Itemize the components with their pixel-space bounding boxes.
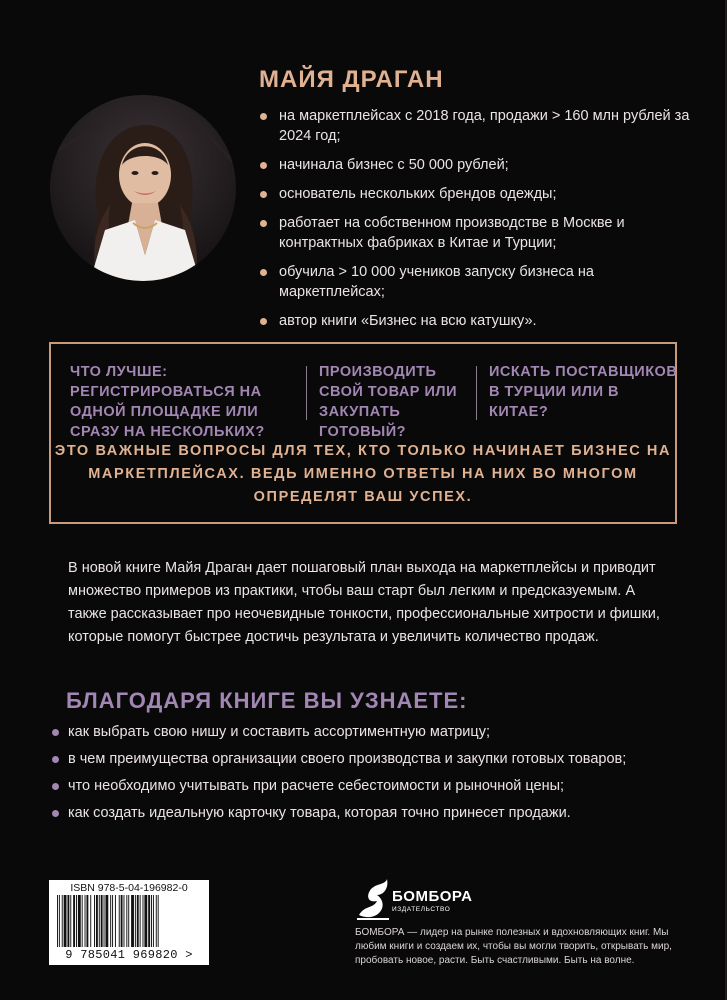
- question-divider: [306, 366, 307, 420]
- barcode-bar: [121, 895, 123, 947]
- barcode-bar: [96, 895, 98, 947]
- bio-item: основатель нескольких брендов одежды;: [260, 184, 690, 204]
- author-photo: [50, 95, 236, 281]
- barcode-bar: [104, 895, 105, 947]
- barcode-bar: [78, 895, 81, 947]
- barcode-bar: [137, 895, 139, 947]
- ean-digits: 9 785041 969820 >: [65, 948, 193, 962]
- barcode-bar: [67, 895, 69, 947]
- learn-item: в чем преимущества организации своего производства и закупки готовых товаров;: [52, 749, 682, 769]
- barcode-bar: [64, 895, 67, 947]
- barcode-bar: [115, 895, 116, 947]
- bio-item: на маркетплейсах с 2018 года, продажи > 160 млн рублей за 2024 год;: [260, 106, 690, 146]
- barcode-bar: [156, 895, 157, 947]
- barcode-bar: [140, 895, 141, 947]
- bio-item: начинала бизнес с 50 000 рублей;: [260, 155, 690, 175]
- barcode-bar: [85, 895, 86, 947]
- question-platform: ЧТО ЛУЧШЕ: РЕГИСТРИРОВАТЬСЯ НА ОДНОЙ ПЛОЩАДКЕ ИЛИ СРАЗУ НА НЕСКОЛЬКИХ?: [70, 364, 265, 440]
- learn-item: как создать идеальную карточку товара, которая точно принесет продажи.: [52, 803, 682, 823]
- learn-item: что необходимо учитывать при расчете себестоимости и рыночной цены;: [52, 776, 682, 796]
- barcode-bar: [90, 895, 91, 947]
- barcode-bar: [143, 895, 144, 947]
- barcode-bar: [148, 895, 150, 947]
- barcode-bar: [86, 895, 88, 947]
- question-suppliers: ИСКАТЬ ПОСТАВЩИКОВ В ТУРЦИИ ИЛИ В КИТАЕ?: [489, 364, 678, 420]
- barcode-bar: [124, 895, 125, 947]
- bio-item: работает на собственном производстве в Москве и контрактных фабриках в Китае и Турции;: [260, 213, 690, 253]
- isbn-barcode: [49, 880, 209, 965]
- barcode-bar: [70, 895, 71, 947]
- barcode-bar: [158, 895, 159, 947]
- barcode-bar: [135, 895, 136, 947]
- barcode-bar: [131, 895, 134, 947]
- questions-frame: [49, 342, 677, 524]
- barcode-bar: [144, 895, 147, 947]
- isbn-number: ISBN 978-5-04-196982-0: [70, 882, 188, 894]
- barcode-bar: [128, 895, 129, 947]
- book-description: В новой книге Майя Драган дает пошаговый план выхода на маркетплейсы и приводит множество примеров из практики, чтобы ваш старт был легким и предсказуемым. А также рассказывает про неочевидные тонкости, профессиональные хитрости и фишки, которые помогут быстрее достичь результата и увеличить количество продаж.: [68, 560, 660, 645]
- barcode-bar: [151, 895, 152, 947]
- learn-heading: БЛАГОДАРЯ КНИГЕ ВЫ УЗНАЕТЕ:: [66, 688, 468, 713]
- barcode-bar: [112, 895, 113, 947]
- author-bio-list: [260, 106, 690, 340]
- publisher-name: БОМБОРА: [392, 888, 473, 905]
- bio-item: автор книги «Бизнес на всю катушку».: [260, 311, 690, 331]
- barcode-bar: [101, 895, 103, 947]
- barcode-bar: [57, 895, 58, 947]
- author-portrait-image: [50, 95, 236, 281]
- barcode-bar: [59, 895, 60, 947]
- learn-list: [52, 722, 682, 830]
- barcode-bar: [105, 895, 108, 947]
- barcode-bar: [62, 895, 63, 947]
- barcode-bar: [82, 895, 83, 947]
- barcode-bars: [55, 895, 203, 947]
- barcode-bar: [76, 895, 77, 947]
- barcode-bar: [126, 895, 127, 947]
- important-statement: ЭТО ВАЖНЫЕ ВОПРОСЫ ДЛЯ ТЕХ, КТО ТОЛЬКО НАЧИНАЕТ БИЗНЕС НА МАРКЕТПЛЕЙСАХ. ВЕДЬ ИМЕННО ОТВЕТЫ НА НИХ ВО МНОГОМ ОПРЕДЕЛЯТ ВАШ УСПЕХ.: [54, 443, 672, 505]
- question-divider: [476, 366, 477, 420]
- barcode-graphic: [55, 895, 203, 947]
- publisher-subtitle: ИЗДАТЕЛЬСТВО: [392, 906, 451, 913]
- barcode-bar: [119, 895, 120, 947]
- barcode-bar: [153, 895, 154, 947]
- bombora-wave-icon: [355, 875, 391, 921]
- question-production: ПРОИЗВОДИТЬ СВОЙ ТОВАР ИЛИ ЗАКУПАТЬ ГОТОВЫЙ?: [319, 364, 458, 440]
- bio-item: обучила > 10 000 учеников запуску бизнеса на маркетплейсах;: [260, 262, 690, 302]
- author-name: МАЙЯ ДРАГАН: [259, 66, 444, 93]
- barcode-bar: [110, 895, 111, 947]
- barcode-bar: [73, 895, 75, 947]
- publisher-logo: [355, 875, 475, 921]
- learn-item: как выбрать свою нишу и составить ассортиментную матрицу;: [52, 722, 682, 742]
- publisher-description: БОМБОРА — лидер на рынке полезных и вдохновляющих книг. Мы любим книги и создаем их, чтобы вы могли творить, открывать мир, пробовать новое, расти. Быть счастливыми. Быть на волне.: [355, 927, 672, 966]
- barcode-bar: [94, 895, 95, 947]
- barcode-bar: [99, 895, 100, 947]
